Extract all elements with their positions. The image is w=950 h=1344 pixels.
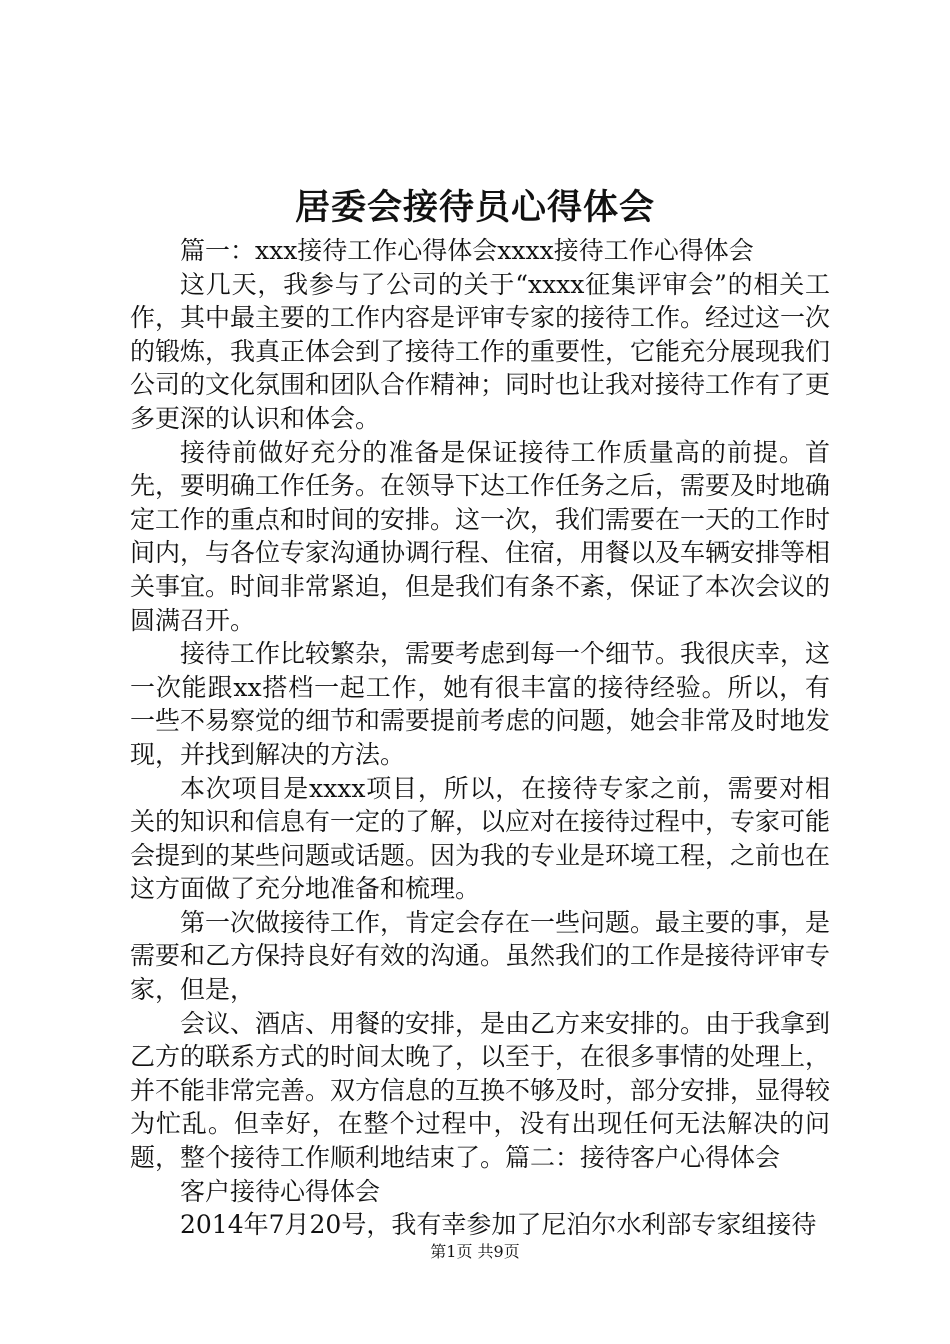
document-body — [130, 234, 830, 1242]
paragraph-7: 会议、酒店、用餐的安排，是由乙方来安排的。由于我拿到乙方的联系方式的时间太晚了，以至于，在很多事情的处理上，并不能非常完善。双方信息的互换不够及时，部分安排，显得较为忙乱。但幸好，在整个过程中，没有出现任何无法解决的问题，整个接待工作顺利地结束了。篇二：接待客户心得体会 — [130, 1008, 831, 1173]
paragraph-9: 2014年7月20号，我有幸参加了尼泊尔水利部专家组接待 — [180, 1210, 817, 1240]
paragraph-6: 第一次做接待工作，肯定会存在一些问题。最主要的事，是需要和乙方保持良好有效的沟通。虽然我们的工作是接待评审专家，但是， — [130, 907, 831, 1005]
paragraph-1: 篇一：xxx接待工作心得体会xxxx接待工作心得体会 — [180, 236, 754, 265]
page-number-footer: 第1页 共9页 — [430, 1242, 520, 1261]
paragraph-8: 客户接待心得体会 — [180, 1176, 381, 1206]
document-title: 居委会接待员心得体会 — [294, 187, 655, 228]
paragraph-2: 这几天，我参与了公司的关于“xxxx征集评审会”的相关工作，其中最主要的工作内容是评审专家的接待工作。经过这一次的锻炼，我真正体会到了接待工作的重要性，它能充分展现我们公司的文化氛围和团队合作精神；同时也让我对接待工作有了更多更深的认识和体会。 — [130, 269, 831, 433]
paragraph-5: 本次项目是xxxx项目，所以，在接待专家之前，需要对相关的知识和信息有一定的了解，以应对在接待过程中，专家可能会提到的某些问题或话题。因为我的专业是环境工程，之前也在这方面做了充分地准备和梳理。 — [130, 773, 831, 904]
paragraph-4: 接待工作比较繁杂，需要考虑到每一个细节。我很庆幸，这一次能跟xx搭档一起工作，她有很丰富的接待经验。所以，有一些不易察觉的细节和需要提前考虑的问题，她会非常及时地发现，并找到解决的方法。 — [130, 639, 831, 769]
paragraph-3: 接待前做好充分的准备是保证接待工作质量高的前提。首先，要明确工作任务。在领导下达工作任务之后，需要及时地确定工作的重点和时间的安排。这一次，我们需要在一天的工作时间内，与各位专家沟通协调行程、住宿，用餐以及车辆安排等相关事宜。时间非常紧迫，但是我们有条不紊，保证了本次会议的圆满召开。 — [130, 437, 831, 635]
